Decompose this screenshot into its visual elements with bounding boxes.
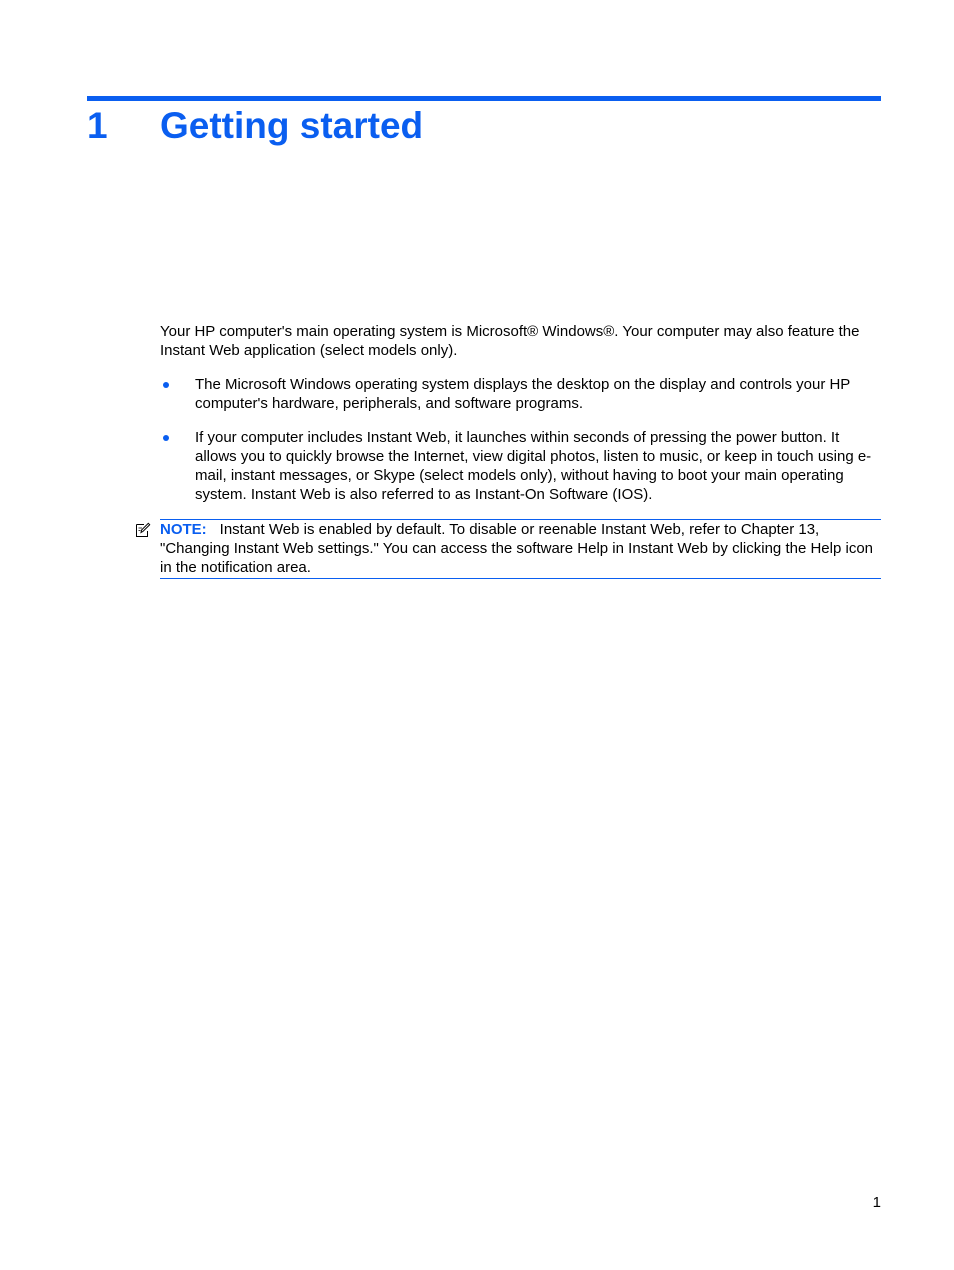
page-number: 1 <box>872 1194 881 1211</box>
chapter-heading <box>87 102 881 150</box>
chapter-title: Getting started <box>160 105 424 146</box>
bullet-icon <box>163 435 169 441</box>
note-pencil-icon <box>135 522 151 538</box>
list-item-text: If your computer includes Instant Web, it launches within seconds of pressing the power button. It allows you to quickly browse the Internet, view digital photos, listen to music, or keep in touch using e-mail, instant messages, or Skype (select models only), without having to boot your main operating system. Instant Web is also referred to as Instant-On Software (IOS). <box>195 429 872 503</box>
intro-paragraph: Your HP computer's main operating system is Microsoft® Windows®. Your computer may also feature the Instant Web application (select models only). <box>160 323 860 359</box>
chapter-number: 1 <box>87 105 108 146</box>
bullet-icon <box>163 382 169 388</box>
list-item-text: The Microsoft Windows operating system displays the desktop on the display and controls your HP computer's hardware, peripherals, and software programs. <box>195 376 851 412</box>
note-text: Instant Web is enabled by default. To disable or reenable Instant Web, refer to Chapter 13, "Changing Instant Web settings." You can access the software Help in Instant Web by clicking the Help icon in the notification area. <box>160 521 873 576</box>
note-label: NOTE: <box>160 521 207 538</box>
list-item <box>160 375 882 413</box>
chapter-rule <box>87 96 881 101</box>
bullet-list <box>160 375 882 519</box>
list-item <box>160 428 882 504</box>
note-block <box>160 519 881 579</box>
